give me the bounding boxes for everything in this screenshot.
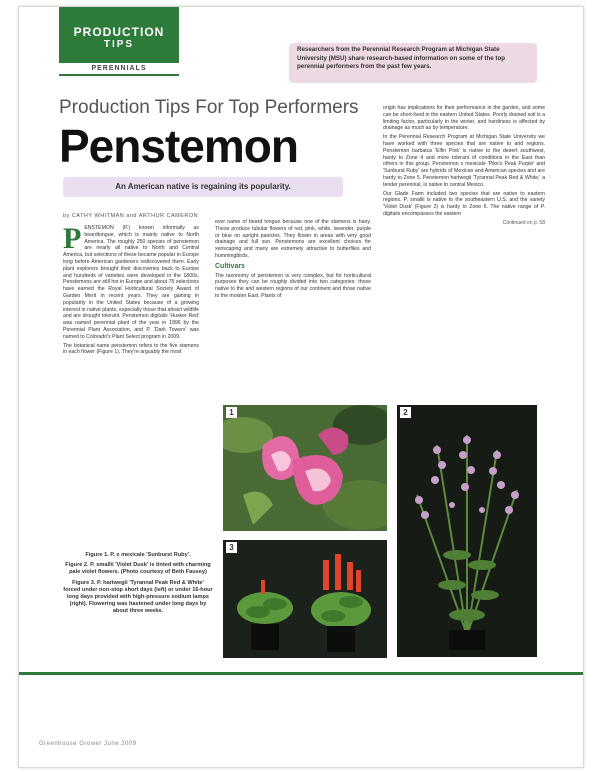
- column-3-text-3: Our Glade Farm included two species that are native to eastern regions. P. smallii is native to the southeastern U.S. and the variety 'Violet Dusk' (Figure 2) is hardy to Zone 6. The native range of P. digitalis encompasses the eastern: [383, 190, 545, 217]
- column-2-text-2: The taxonomy of penstemon is very complex, but for horticultural purposes they can be roughly divided into two categories: those native to the arid western regions of our continent and those native to the moister East. Plants of: [215, 272, 371, 299]
- photo-figure-2: [397, 405, 537, 657]
- headline: Penstemon: [59, 120, 298, 172]
- photo-number-3: 3: [226, 542, 237, 553]
- byline: by CATHY WHITMAN and ARTHUR CAMERON: [63, 213, 199, 219]
- section-badge: [59, 7, 179, 63]
- intro-box: Researchers from the Perennial Research Program at Michigan State University (MSU) share research-based information on some of the top perennial performers from the past few years.: [289, 43, 537, 83]
- drop-cap: P: [63, 222, 82, 255]
- column-3-text: origin has implications for their performance in the garden, and some can be short-lived in the eastern United States. Poorly drained soil is a limiting factor, particularly in the winter, and hardiness is affected by drainage as much as by temperature.: [383, 105, 545, 132]
- photo-figure-1: [223, 405, 387, 531]
- caption-figure-1: Figure 1. P. x mexicale 'Sunburst Ruby'.: [85, 552, 191, 558]
- column-1-text-2: The botanical name penstemon refers to the five stamens in each flower (Figure 1). They're arguably the most: [63, 342, 199, 356]
- red-penstemon-pots-image: [223, 540, 387, 658]
- badge-line2: TIPS: [103, 39, 135, 50]
- continued-note: Continued on p. 58: [502, 219, 545, 226]
- subhead: An American native is regaining its popularity.: [115, 182, 291, 191]
- article-column-3: [383, 105, 545, 227]
- column-2-text: ever name of beard tongue because one of the stamens is hairy. These produce tubular flowers of red, pink, white, lavender, purple or blue on upright panicles. They flower in areas with very good drainage and full sun. Penstemons are excellent choices for xeriscaping and many are extremely attractive to butterflies and hummingbirds.: [215, 219, 371, 259]
- figure-captions: [63, 552, 213, 619]
- badge-line1: PRODUCTION: [73, 25, 165, 39]
- column-1-text: ENSTEMON (P.) known informally as beardtongue, which is mainly native to North America. The roughly 250 species of penstemon are nearly all native to North and Central America, but selections of these became popular in Europe long before American gardeners rediscovered them. Early plant explorers brought their discoveries back to Europe and hundreds of varieties were developed in the 1800s. Penstemons are still hot in Europe and about 75 selections have earned the Royal Horticultural Society Award of Garden Merit in recent years. They are gaining in popularity in the United States because of a growing interest in native plants, especially those that attract wildlife and are drought tolerant. Penstemon digitalis 'Husker Red' was named perennial plant of the year in 1996 by the Perennial Plant Association, and P. 'Dark Towers' was named to Colorado's Plant Select program in 2009.: [63, 225, 199, 340]
- photo-number-2: 2: [400, 407, 411, 418]
- kicker: Production Tips For Top Performers: [59, 97, 359, 118]
- photo-number-1: 1: [226, 407, 237, 418]
- caption-figure-2: Figure 2. P. smallii 'Violet Dusk' is tinted with charming pale violet flowers. (Photo courtesy of Beth Fausey): [65, 562, 211, 576]
- footer-rule: [19, 672, 583, 675]
- article-column-1: [63, 222, 199, 358]
- photo-figure-3: [223, 540, 387, 658]
- cultivars-heading: Cultivars: [215, 262, 245, 270]
- subhead-bar: [63, 177, 343, 197]
- page-footer: Greenhouse Grower June 2009: [39, 741, 137, 747]
- violet-penstemon-image: [397, 405, 537, 657]
- article-column-2: [215, 219, 371, 302]
- magazine-page: [18, 6, 584, 768]
- section-label: PERENNIALS: [59, 65, 179, 76]
- caption-figure-3: Figure 3. P. hartwegii 'Tyrannal Peak Red & White' forced under non-stop short days (left) or under 16-hour long days provided with high-pressure sodium lamps (right). Flowering was hastened under long days by about three weeks.: [63, 579, 213, 615]
- pink-flowers-image: [223, 405, 387, 531]
- column-3-text-2: In the Perennial Research Program at Michigan State University we have worked with three species that are native to arid regions. Penstemon barbatus 'Elfin Pink' is native to the desert southwest, hardy to Zone 4 and more tolerant of conditions in the East than others in this group. Penstemon x mexicale 'Pike's Peak Purple' and 'Sunburst Ruby' are hybrids of Mexican and American species and are hardy to Zone 5. Penstemon hartwegii 'Tyrannal Peak Red & White,' a tender perennial, is native to central Mexico.: [383, 134, 545, 188]
